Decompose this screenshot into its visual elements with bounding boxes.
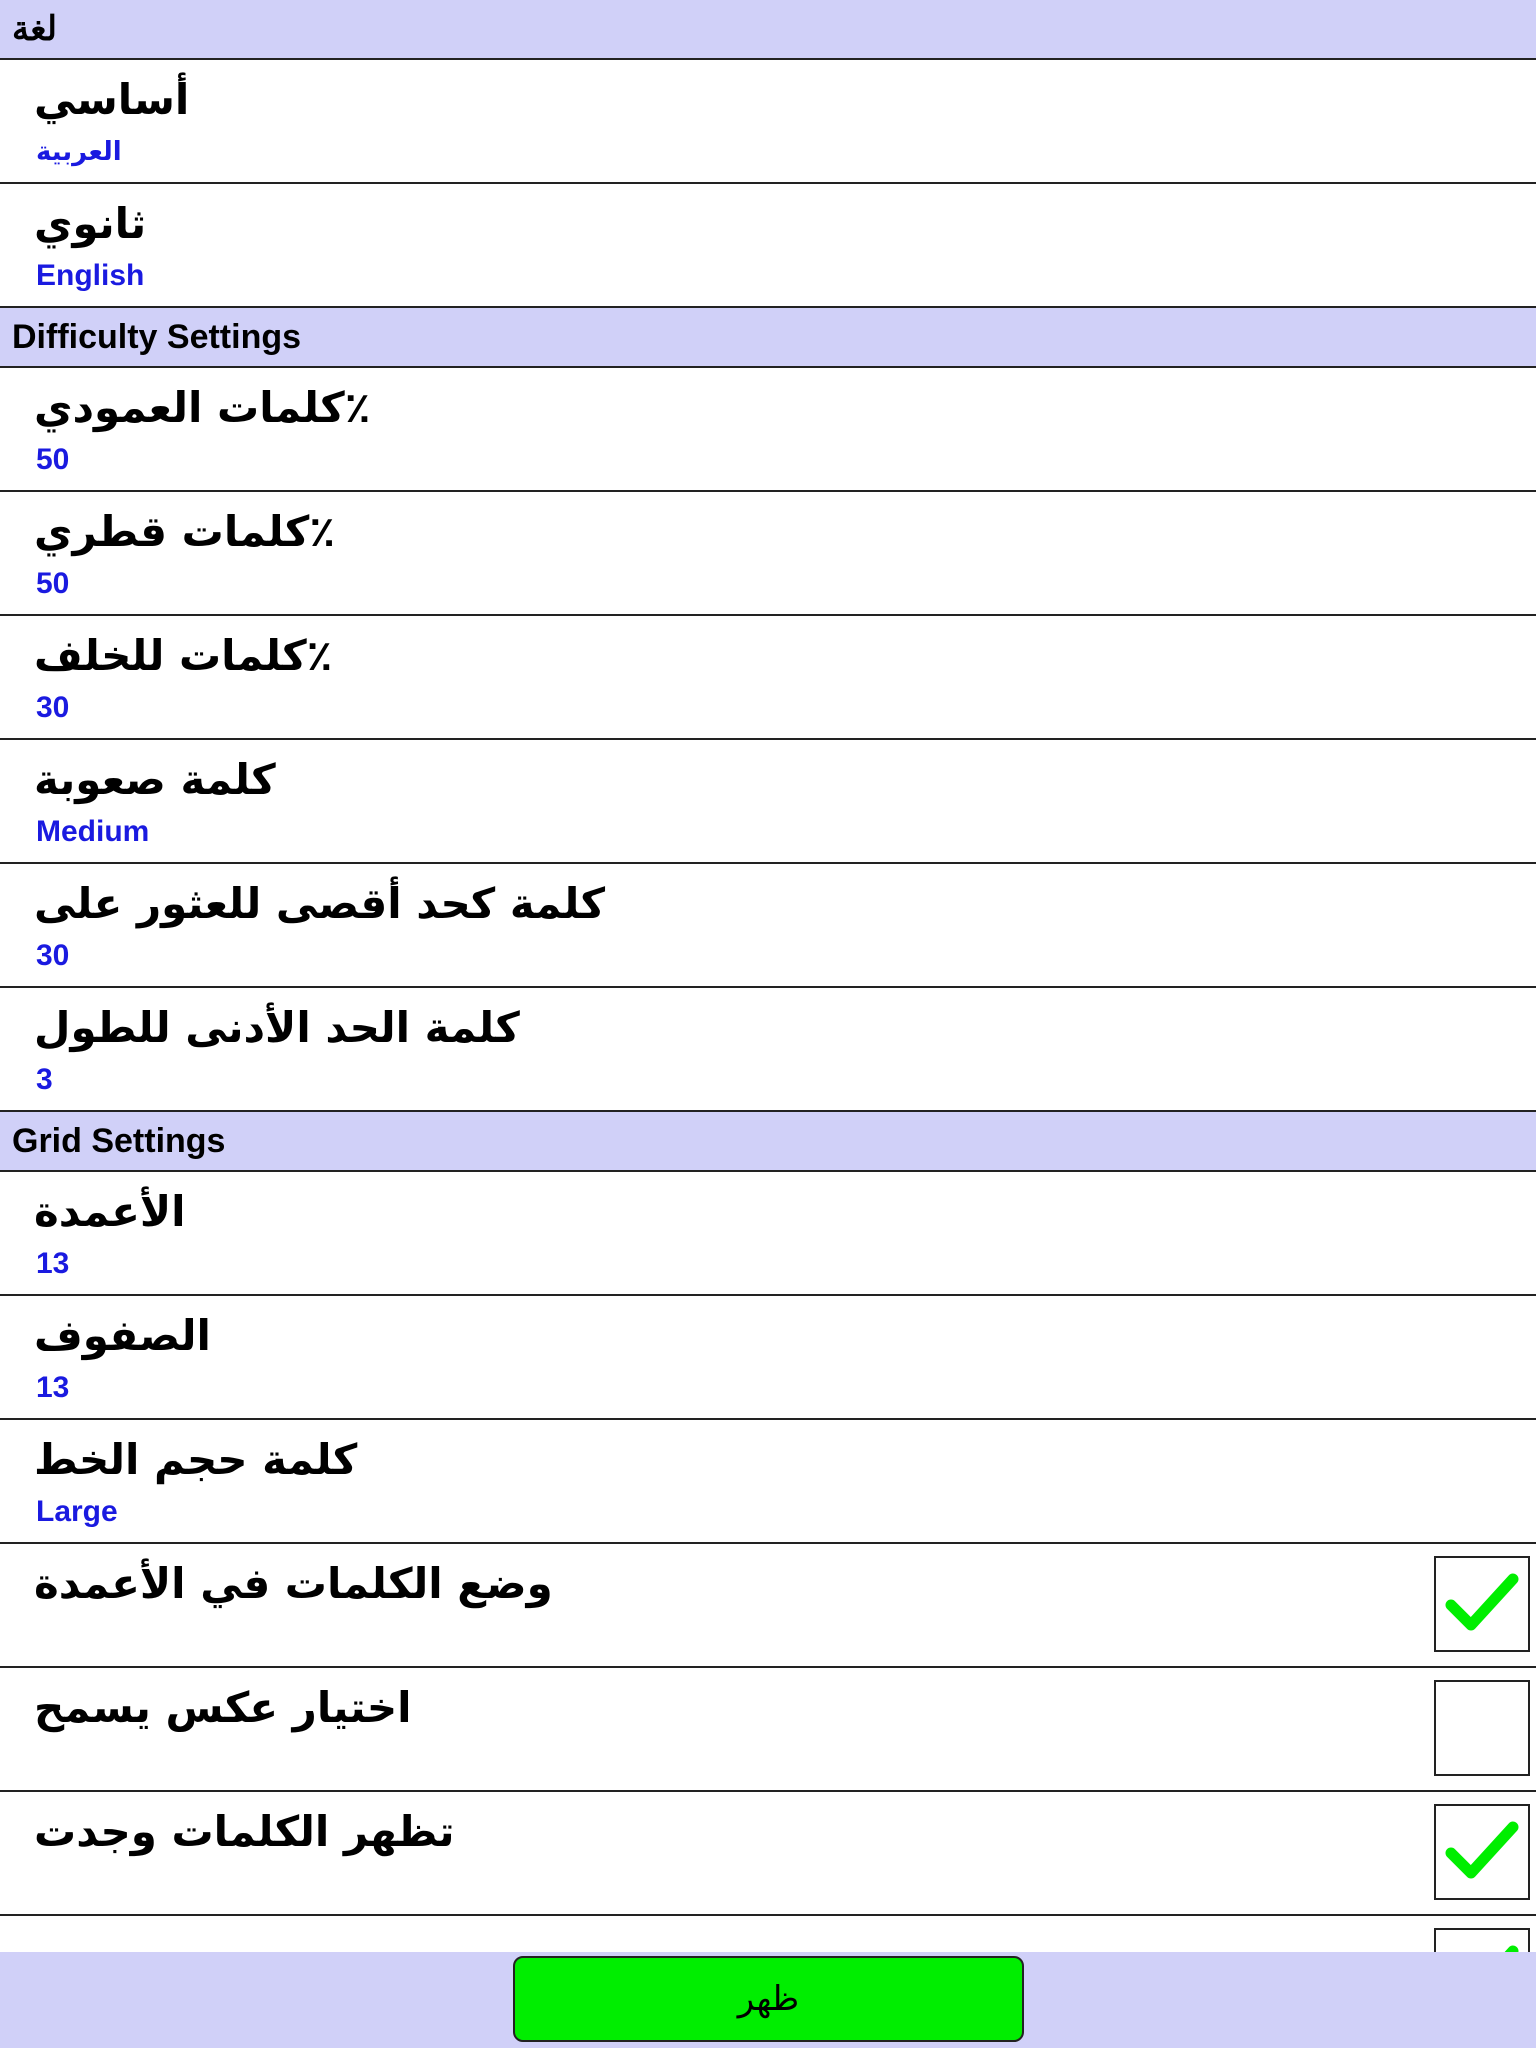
checkmark-icon bbox=[1443, 1813, 1521, 1891]
setting-label: كلمة كحد أقصى للعثور على bbox=[34, 879, 606, 928]
section-title-grid: Grid Settings bbox=[12, 1121, 226, 1160]
setting-show-found-words[interactable] bbox=[0, 1792, 1536, 1916]
section-header-language bbox=[0, 0, 1536, 60]
section-header-grid bbox=[0, 1112, 1536, 1172]
setting-label: وضع الكلمات في الأعمدة bbox=[34, 1559, 553, 1608]
show-button[interactable]: ظهر bbox=[513, 1956, 1024, 2042]
setting-label: كلمة الحد الأدنى للطول bbox=[34, 1003, 520, 1052]
footer-bar bbox=[0, 1952, 1536, 2048]
setting-allow-reverse[interactable] bbox=[0, 1668, 1536, 1792]
setting-label: كلمات العمودي٪ bbox=[34, 383, 371, 432]
setting-label: كلمات قطري٪ bbox=[34, 507, 335, 556]
setting-value: 50 bbox=[36, 567, 70, 600]
setting-label: ثانوي bbox=[34, 199, 147, 248]
section-title-difficulty: Difficulty Settings bbox=[12, 317, 302, 356]
setting-value: 30 bbox=[36, 939, 70, 972]
setting-label: كلمة حجم الخط bbox=[34, 1435, 358, 1484]
setting-label: تظهر الكلمات وجدت bbox=[34, 1807, 455, 1856]
setting-label: كلمات للخلف٪ bbox=[34, 631, 333, 680]
setting-words-in-columns[interactable] bbox=[0, 1544, 1536, 1668]
setting-backward-words[interactable] bbox=[0, 616, 1536, 740]
allow-reverse-checkbox[interactable] bbox=[1434, 1680, 1530, 1776]
setting-value: Medium bbox=[36, 815, 150, 848]
setting-max-words[interactable] bbox=[0, 864, 1536, 988]
setting-label: الصفوف bbox=[34, 1311, 211, 1360]
setting-value: Large bbox=[36, 1495, 118, 1528]
setting-columns[interactable] bbox=[0, 1172, 1536, 1296]
partial-checkbox[interactable] bbox=[1434, 1928, 1530, 1952]
show-found-words-checkbox[interactable] bbox=[1434, 1804, 1530, 1900]
setting-value: 30 bbox=[36, 691, 70, 724]
setting-secondary-language[interactable] bbox=[0, 184, 1536, 308]
words-in-columns-checkbox[interactable] bbox=[1434, 1556, 1530, 1652]
checkmark-icon bbox=[1443, 1937, 1521, 1952]
setting-partial-row[interactable] bbox=[0, 1916, 1536, 1952]
setting-diagonal-words[interactable] bbox=[0, 492, 1536, 616]
setting-vertical-words[interactable] bbox=[0, 368, 1536, 492]
setting-value: 13 bbox=[36, 1247, 70, 1280]
setting-value: 50 bbox=[36, 443, 70, 476]
setting-word-difficulty[interactable] bbox=[0, 740, 1536, 864]
setting-value: العربية bbox=[36, 137, 122, 167]
section-title-language: لغة bbox=[12, 10, 57, 48]
setting-label: كلمة صعوبة bbox=[34, 755, 276, 804]
setting-value: 3 bbox=[36, 1063, 53, 1096]
setting-font-size[interactable] bbox=[0, 1420, 1536, 1544]
setting-rows[interactable] bbox=[0, 1296, 1536, 1420]
setting-value: English bbox=[36, 259, 145, 292]
setting-value: 13 bbox=[36, 1371, 70, 1404]
setting-min-word-length[interactable] bbox=[0, 988, 1536, 1112]
checkmark-icon bbox=[1443, 1565, 1521, 1643]
setting-label: اختيار عكس يسمح bbox=[34, 1683, 412, 1732]
section-header-difficulty bbox=[0, 308, 1536, 368]
setting-label: أساسي bbox=[34, 75, 190, 124]
setting-label: الأعمدة bbox=[34, 1187, 186, 1236]
setting-primary-language[interactable] bbox=[0, 60, 1536, 184]
